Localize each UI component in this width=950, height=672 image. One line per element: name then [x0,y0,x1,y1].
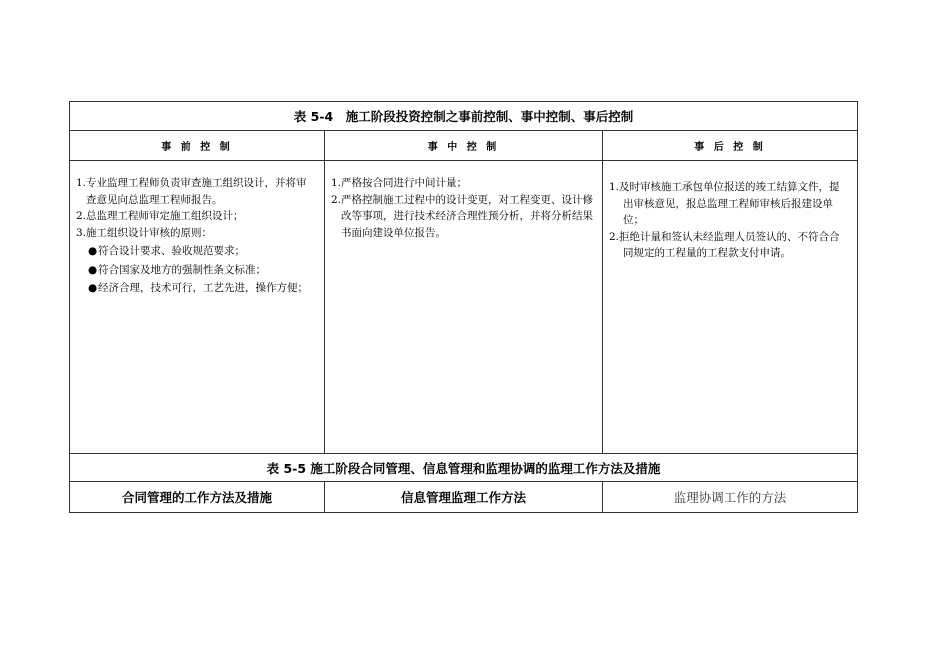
header-information-management: 信息管理监理工作方法 [325,482,603,513]
post-item-2: 2.拒绝计量和签认未经监理人员签认的、不符合合同规定的工程量的工程款支付申请。 [609,230,840,259]
pre-bullet-1 [76,243,316,260]
pre-bullet-text: 符合设计要求、验收规范要求； [98,245,245,257]
pre-item-2: 2.总监理工程师审定施工组织设计； [76,210,244,222]
header-contract-management: 合同管理的工作方法及措施 [70,482,325,513]
bullet-icon: ● [88,282,98,294]
pre-control-cell [70,161,325,454]
pre-item-1: 1.专业监理工程师负责审查施工组织设计，并将审查意见向总监理工程师报告。 [76,177,307,206]
table-5-5-title: 表 5-5 施工阶段合同管理、信息管理和监理协调的监理工作方法及措施 [70,454,858,482]
bullet-icon: ● [88,245,98,257]
table-5-4-title: 表 5-4 施工阶段投资控制之事前控制、事中控制、事后控制 [70,102,858,131]
mid-item-1: 1.严格按合同进行中间计量； [331,177,468,189]
pre-bullet-3 [76,280,316,297]
post-item-1: 1.及时审核施工承包单位报送的竣工结算文件，提出审核意见，报总监理工程师审核后报建设单位； [609,181,840,226]
bullet-icon: ● [88,263,98,276]
header-pre-control: 事 前 控 制 [70,131,325,161]
header-mid-control: 事 中 控 制 [325,131,603,161]
pre-bullet-text: 经济合理，技术可行，工艺先进，操作方便； [98,282,308,294]
header-coordination-method: 监理协调工作的方法 [603,482,858,513]
pre-item-3: 3.施工组织设计审核的原则： [76,226,213,239]
pre-bullet-2 [76,262,316,279]
post-control-cell [603,161,858,454]
mid-item-2: 2.严格控制施工过程中的设计变更，对工程变更、设计修改等事项，进行技术经济合理性预分析，并将分析结果书面向建设单位报告。 [331,193,594,239]
pre-bullet-text: 符合国家及地方的强制性条文标准； [98,263,266,276]
mid-control-cell [325,161,603,454]
investment-control-table [69,101,858,513]
header-post-control: 事 后 控 制 [603,131,858,161]
